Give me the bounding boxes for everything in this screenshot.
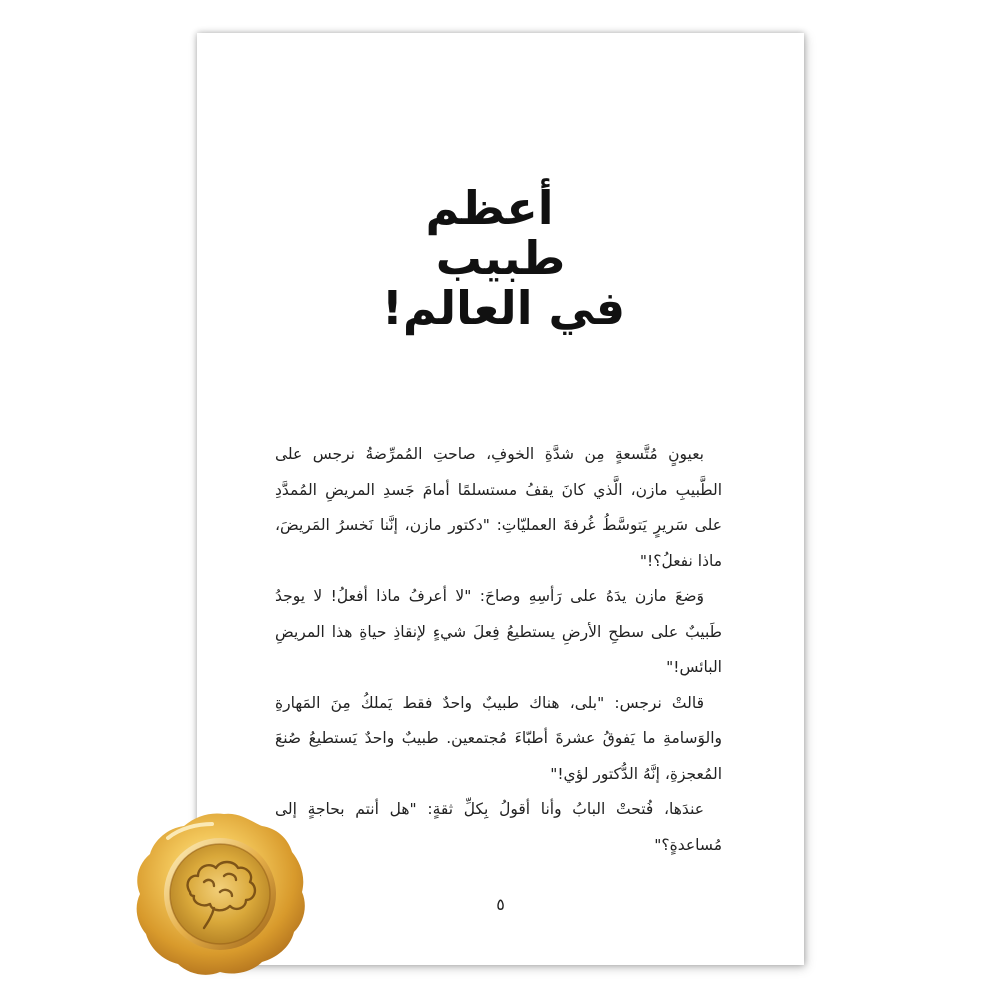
chapter-body (275, 437, 722, 863)
title-line-3: في العالم! (381, 281, 626, 335)
paragraph: عندَها، فُتحتْ البابُ وأنا أقولُ بِكلِّ ثقةٍ: "هل أنتم بحاجةٍ إلى مُساعدةٍ؟" (275, 800, 722, 854)
paragraph: بعيونٍ مُتَّسعةٍ مِن شدَّةِ الخوفِ، صاحتِ المُمرِّضةُ نرجس على الطَّبيبِ مازن، الَّذي كانَ يقفُ مستسلمًا أمامَ جَسدِ المريضِ المُمدَّدِ على سَريرٍ يَتوسَّطُ غُرفةَ العمليّاتِ: "دكتور مازن، إنَّنا نَخسرُ المَريضَ، ماذا نفعلُ؟!" (275, 445, 722, 570)
wax-seal-brain-icon (128, 808, 310, 978)
title-line-2: طبيب (435, 231, 566, 285)
chapter-title (197, 183, 804, 333)
paragraph: وَضعَ مازن يدَهُ على رَأسِهِ وصاحَ: "لا أعرفُ ماذا أفعلُ! لا يوجدُ طَبيبٌ على سطحِ الأرضِ يستطيعُ فِعلَ شيءٍ لإنقاذِ حياةِ هذا المريضِ البائس!" (275, 587, 722, 676)
page-number: ٥ (496, 895, 505, 914)
title-line-1: أعظم (425, 181, 554, 235)
paragraph: قالتْ نرجس: "بلى، هناك طبيبٌ واحدٌ فقط يَملكُ مِنَ المَهارةِ والوَسامةِ ما يَفوقُ عشرةَ أطبّاءَ مُجتمعين. طبيبٌ واحدٌ يَستطيعُ صُنعَ المُعجزةِ، إنَّهُ الدُّكتور لؤي!" (275, 693, 722, 783)
